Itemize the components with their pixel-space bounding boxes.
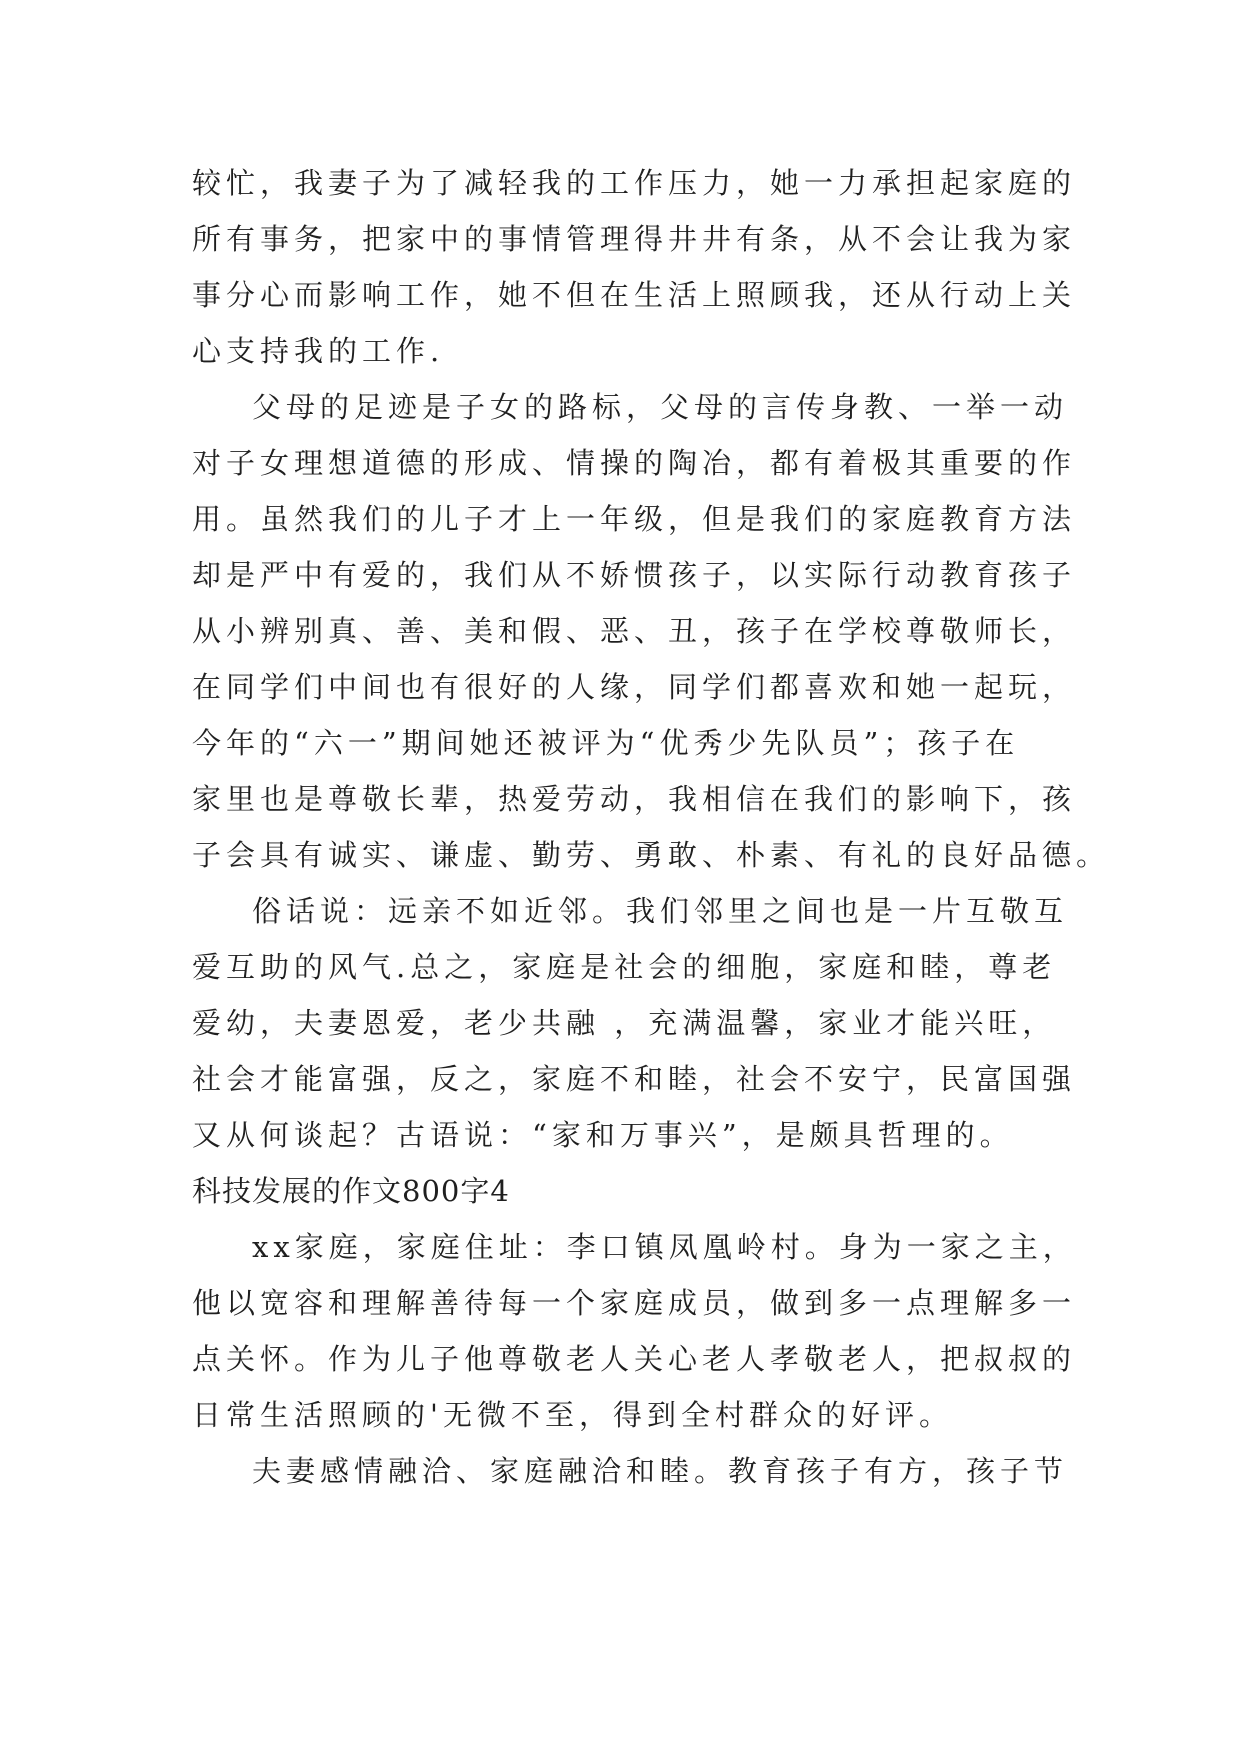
text-line: 爱幼，夫妻恩爱，老少共融 ，充满温馨，家业才能兴旺， [192, 1006, 1057, 1040]
paragraph-first-line: 父母的足迹是子女的路标，父母的言传身教、一举一动 [252, 390, 1069, 424]
text-line: 今年的“六一”期间她还被评为“优秀少先队员”；孩子在 [192, 726, 1020, 760]
text-line: 在同学们中间也有很好的人缘，同学们都喜欢和她一起玩， [192, 670, 1077, 704]
text-line: 社会才能富强，反之，家庭不和睦，社会不安宁，民富国强 [192, 1062, 1077, 1096]
text-line: 事分心而影响工作，她不但在生活上照顾我，还从行动上关 [192, 278, 1077, 312]
text-line: 他以宽容和理解善待每一个家庭成员，做到多一点理解多一 [192, 1286, 1077, 1320]
paragraph-first-line: 俗话说：远亲不如近邻。我们邻里之间也是一片互敬互 [252, 894, 1069, 928]
text-line: 用。虽然我们的儿子才上一年级，但是我们的家庭教育方法 [192, 502, 1077, 536]
text-line: 所有事务，把家中的事情管理得井井有条，从不会让我为家 [192, 222, 1077, 256]
text-line: 从小辨别真、善、美和假、恶、丑，孩子在学校尊敬师长， [192, 614, 1077, 648]
text-line: 较忙，我妻子为了减轻我的工作压力，她一力承担起家庭的 [192, 166, 1077, 200]
text-line: 爱互助的风气.总之，家庭是社会的细胞，家庭和睦，尊老 [192, 950, 1057, 984]
text-line: 家里也是尊敬长辈，热爱劳动，我相信在我们的影响下，孩 [192, 782, 1077, 816]
text-line: 子会具有诚实、谦虚、勤劳、勇敢、朴素、有礼的良好品德。 [192, 838, 1111, 872]
paragraph-first-line: 夫妻感情融洽、家庭融洽和睦。教育孩子有方，孩子节 [252, 1454, 1069, 1488]
text-line: 对子女理想道德的形成、情操的陶冶，都有着极其重要的作 [192, 446, 1077, 480]
text-line: 心支持我的工作. [192, 334, 445, 368]
text-line: 日常生活照顾的'无微不至，得到全村群众的好评。 [192, 1398, 953, 1432]
document-body [192, 155, 1111, 1499]
text-line: 却是严中有爱的，我们从不娇惯孩子，以实际行动教育孩子 [192, 558, 1077, 592]
text-line: 又从何谈起？古语说：“家和万事兴”，是颇具哲理的。 [192, 1118, 1014, 1152]
section-heading: 科技发展的作文800字4 [192, 1174, 510, 1208]
text-line: 点关怀。作为儿子他尊敬老人关心老人孝敬老人，把叔叔的 [192, 1342, 1077, 1376]
paragraph-first-line: xx家庭，家庭住址：李口镇凤凰岭村。身为一家之主， [252, 1230, 1077, 1264]
